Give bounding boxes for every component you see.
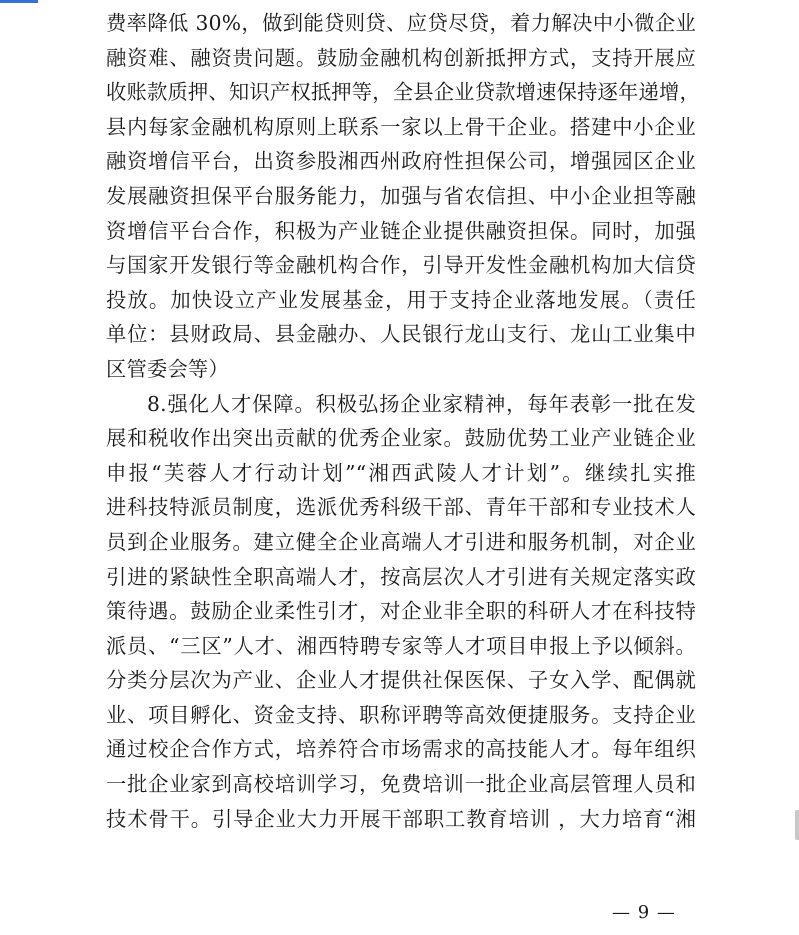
scrollbar-handle[interactable] <box>795 810 799 840</box>
text-line: 派员、“三区”人才、湘西特聘专家等人才项目申报上予以倾斜。 <box>106 633 696 658</box>
document-body <box>106 6 700 836</box>
text-line: 融资增信平台，出资参股湘西州政府性担保公司，增强园区企业 <box>106 149 696 174</box>
text-line: 进科技特派员制度，选派优秀科级干部、青年干部和专业技术人 <box>106 495 696 520</box>
text-line: 分类分层次为产业、企业人才提供社保医保、子女入学、配偶就 <box>106 668 696 693</box>
page-number: — 9 — <box>612 902 676 923</box>
text-line: 展和税收作出突出贡献的优秀企业家。鼓励优势工业产业链企业 <box>106 426 696 451</box>
text-line: 费率降低 30%，做到能贷则贷、应贷尽贷，着力解决中小微企业 <box>106 11 696 35</box>
text-line: 融资难、融资贵问题。鼓励金融机构创新抵押方式，支持开展应 <box>106 45 696 70</box>
text-line: 一批企业家到高校培训学习，免费培训一批企业高层管理人员和 <box>106 772 696 797</box>
text-line: 策待遇。鼓励企业柔性引才，对企业非全职的科研人才在科技特 <box>106 599 696 624</box>
text-line: 业、项目孵化、资金支持、职称评聘等高效便捷服务。支持企业 <box>106 702 696 727</box>
text-line: 技术骨干。引导企业大力开展干部职工教育培训 ，大力培育“湘 <box>106 806 696 831</box>
text-line: 单位：县财政局、县金融办、人民银行龙山支行、龙山工业集中 <box>106 322 696 347</box>
text-line: 通过校企合作方式，培养符合市场需求的高技能人才。每年组织 <box>106 737 696 762</box>
text-line: 发展融资担保平台服务能力，加强与省农信担、中小企业担等融 <box>106 183 696 208</box>
paragraph-first-line: 8.强化人才保障。积极弘扬企业家精神，每年表彰一批在发 <box>147 391 696 416</box>
text-line: 员到企业服务。建立健全企业高端人才引进和服务机制，对企业 <box>106 529 696 554</box>
text-line: 投放。加快设立产业发展基金，用于支持企业落地发展。（责任 <box>106 287 696 312</box>
text-line: 与国家开发银行等金融机构合作，引导开发性金融机构加大信贷 <box>106 253 696 278</box>
text-line: 引进的紧缺性全职高端人才，按高层次人才引进有关规定落实政 <box>106 564 696 589</box>
text-line: 收账款质押、知识产权抵押等，全县企业贷款增速保持逐年递增， <box>106 80 700 105</box>
text-line: 资增信平台合作，积极为产业链企业提供融资担保。同时，加强 <box>106 218 696 243</box>
text-line: 区管委会等） <box>106 356 229 381</box>
top-accent-strip <box>0 0 38 3</box>
text-line: 申报“芙蓉人才行动计划”“湘西武陵人才计划”。继续扎实推 <box>106 460 696 485</box>
text-line: 县内每家金融机构原则上联系一家以上骨干企业。搭建中小企业 <box>106 114 696 139</box>
